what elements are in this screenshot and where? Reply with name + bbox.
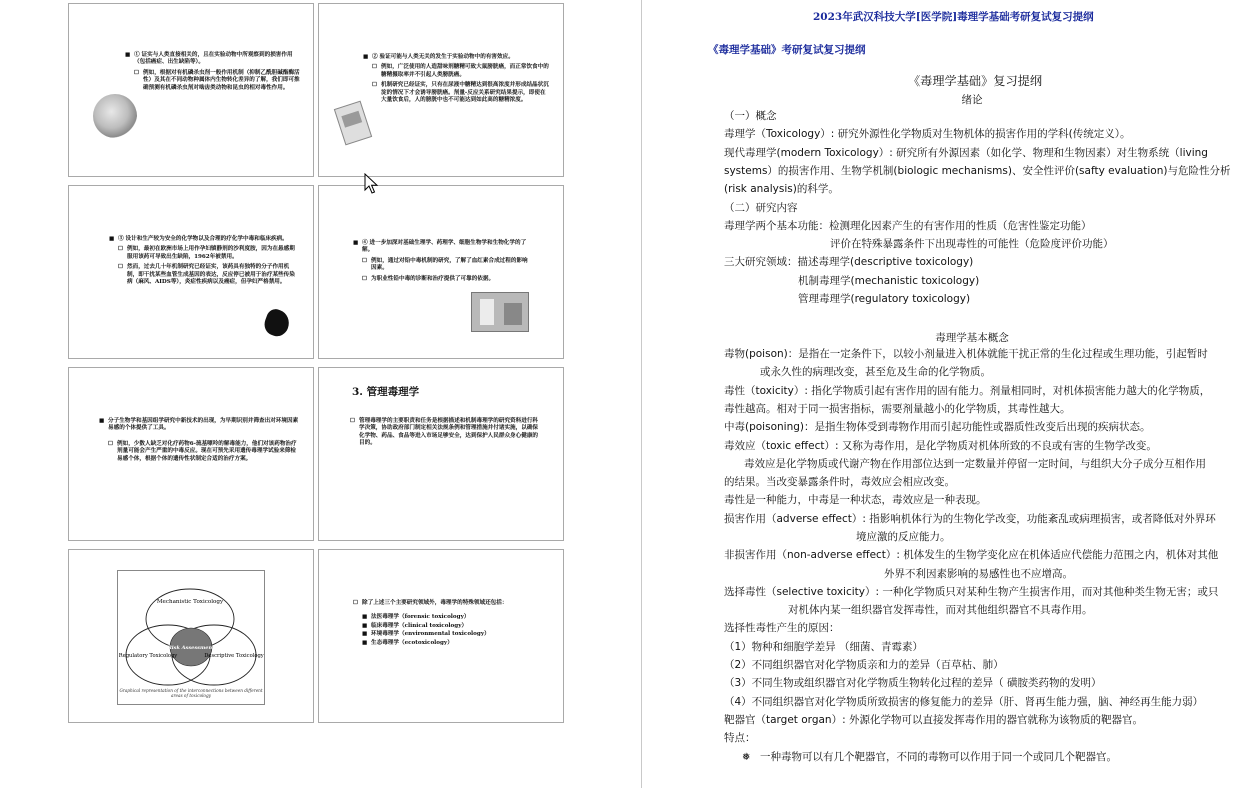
slide-text: 环境毒理学（environmental toxicology） xyxy=(371,631,490,638)
slide-item xyxy=(353,631,543,638)
bullet-icon: ■ xyxy=(362,631,368,638)
checkbox-bullet-icon: ☐ xyxy=(108,440,114,447)
paragraph-line: 对机体内某一组织器官发挥毒性，而对其他组织器官不具毒作用。 xyxy=(788,604,1093,616)
slide-item xyxy=(353,640,543,647)
slide-body xyxy=(350,418,540,451)
checkbox-bullet-icon: ☐ xyxy=(118,246,124,253)
paragraph-line: 非损害作用（non-adverse effect）: 机体发生的生物学变化应在机体适应代偿能力范围之内，机体对其他 xyxy=(724,549,1219,561)
slide-text: 然而，过去几十年机制研究已经证实，该药具有独特的分子作用机制，即干扰某些血管生成基因的表达，反应停已被用于治疗某些传染病（麻风、AIDS等），炎症性疾病以及癌症，但孕妇严格禁用。 xyxy=(127,264,295,286)
slide-item xyxy=(363,64,551,79)
slide-item xyxy=(353,240,533,255)
venn-label-left: Regulatory Toxicology xyxy=(118,653,178,659)
mouse-photo-image xyxy=(93,94,137,138)
bullet-icon: ■ xyxy=(125,52,131,58)
black-figure-image xyxy=(261,307,292,340)
paragraph-line: 的结果。当改变暴露条件时，毒效应会相应改变。 xyxy=(724,476,955,488)
slide-body xyxy=(363,54,551,107)
paragraph-line: 三大研究领域：描述毒理学(descriptive toxicology) xyxy=(724,256,974,268)
intro-heading: 绪论 xyxy=(961,94,983,106)
paragraph-line: 毒效应是化学物质或代谢产物在作用部位达到一定数量并停留一定时间，与组织大分子成分互相作用 xyxy=(744,458,1206,470)
bullet-icon: ■ xyxy=(99,418,105,424)
paragraph-line: 现代毒理学(modern Toxicology）: 研究所有外源因素（如化学、物理和生物因素）对生物系统（living xyxy=(724,147,1208,159)
slide-text: 生态毒理学（ecotoxicology） xyxy=(371,639,453,646)
paragraph-line: 毒性越高。相对于同一损害指标，需要剂量越小的化学物质，其毒性越大。 xyxy=(724,403,1071,415)
venn-diagram-frame xyxy=(117,570,265,705)
slide-text: 例如，最初在欧洲市场上用作孕妇镇静剂的沙利度胺，因为在悬感期服用该药可导致出生缺陷，1962年被禁用。 xyxy=(127,246,295,260)
bullet-icon: ■ xyxy=(363,54,369,60)
venn-label-top: Mechanistic Toxicology xyxy=(156,599,224,605)
slide-item xyxy=(363,54,551,61)
paragraph-line: 机制毒理学(mechanistic toxicology) xyxy=(798,275,980,287)
paragraph-line: 或永久性的病理改变，甚至危及生命的化学物质。 xyxy=(760,366,991,378)
bullet-icon: ■ xyxy=(109,236,115,242)
paragraph-line: 毒物(poison)：是指在一定条件下，以较小剂量进入机体就能干扰正常的生化过程或生理功能，引起暂时 xyxy=(724,348,1208,360)
slide-text: 为职业性铅中毒的诊断和治疗提供了可靠的依据。 xyxy=(371,275,495,282)
slide-4 xyxy=(318,185,564,359)
slide-item xyxy=(353,276,533,283)
slide-item xyxy=(109,264,299,286)
venn-label-center: Risk Assessment xyxy=(167,645,215,651)
slide-title: 3. 管理毒理学 xyxy=(352,386,420,398)
paragraph-line: 毒理学两个基本功能：检测理化因素产生的有害作用的性质（危害性鉴定功能） xyxy=(724,220,1092,232)
slide-6 xyxy=(318,367,564,541)
paragraph-line: 选择性毒性产生的原因： xyxy=(724,622,840,634)
slide-text: 管理毒理学的主要职责和任务是根据描述和机制毒理学的研究资料进行科学决策，协助政府部门制定相关法规条例和管理措施并付诸实施，以确保化学物、药品、食品等进入市场足够安全，达到保护人民群众身心健康的目的。 xyxy=(359,418,539,447)
paragraph-line: 毒性是一种能力，中毒是一种状态，毒效应是一种表现。 xyxy=(724,494,987,506)
slide-item xyxy=(363,82,551,104)
paragraph-line: systems）的损害作用、生物学机制(biologic mechanisms)、安全性评价(safty evaluation)与危险性分析 xyxy=(724,165,1231,177)
paragraph-line: 一种毒物可以有几个靶器官，不同的毒物可以作用于同一个或同几个靶器官。 xyxy=(760,751,1117,763)
slide-item xyxy=(125,70,303,92)
slide-8 xyxy=(318,549,564,723)
slide-item xyxy=(109,246,299,261)
slide-2 xyxy=(318,3,564,177)
paragraph-line: (risk analysis)的科学。 xyxy=(724,183,839,195)
section-heading: （一）概念 xyxy=(724,110,777,122)
checkbox-bullet-icon: ☐ xyxy=(350,418,356,424)
slide-5 xyxy=(68,367,314,541)
paragraph-line: 评价在特殊暴露条件下出现毒性的可能性（危险度评价功能） xyxy=(830,238,1114,250)
slide-text: 除了上述三个主要研究领域外，毒理学的特殊领域还包括： xyxy=(362,600,508,606)
bullet-icon: ■ xyxy=(353,240,359,246)
slide-item xyxy=(353,614,543,621)
bullet-icon: ■ xyxy=(362,614,368,621)
slide-text: 例如，广泛使用的人造甜味剂糖精可致大鼠膀胱癌，而正常饮食中的糖精摄取率并不引起人类膀胱癌。 xyxy=(381,64,549,78)
paragraph-line: 选择毒性（selective toxicity）: 一种化学物质只对某种生物产生损害作用，而对其他种类生物无害；或只 xyxy=(724,586,1219,598)
paragraph-line: 境应激的反应能力。 xyxy=(856,531,951,543)
venn-label-right: Descriptive Toxicology xyxy=(204,653,264,659)
slide-item xyxy=(99,418,299,433)
slide-text: 例如，根据对有机磷杀虫剂一般作用机制（抑制乙酰胆碱酯酶活性）及其在不同动物种属体内生物转化差异的了解，我们即可推确预测有机磷杀虫剂对啮齿类动物和昆虫的相对毒性作用。 xyxy=(143,69,300,91)
venn-diagram xyxy=(118,571,266,706)
bullet-icon: ■ xyxy=(362,622,368,629)
paragraph-line: 毒效应（toxic effect）: 又称为毒作用，是化学物质对机体所致的不良或有害的生物学改变。 xyxy=(724,440,1157,452)
slide-item xyxy=(350,418,540,448)
slide-text: ① 证实与人类直接相关的，且在实验动物中所观察到的损害作用（包括癌症、出生缺陷等）。 xyxy=(134,52,293,66)
slide-text: 例如，通过对铅中毒机制的研究，了解了血红素合成过程的影响因素。 xyxy=(371,257,528,272)
paragraph-line: 毒理学（Toxicology）: 研究外源性化学物质对生物机体的损害作用的学科(传统定义）。 xyxy=(724,128,1131,140)
checkbox-bullet-icon: ☐ xyxy=(362,275,368,282)
slide-text: 机制研究已经证实，只有在尿液中糖精达到很高浓度并形成结晶状沉淀的情况下才会诱导膀胱癌。剂量-反应关系研究结果提示，即使在大量饮食后，人的膀胱中也不可能达到如此高的糖精浓度。 xyxy=(381,82,549,104)
mouse-cursor-icon xyxy=(364,173,378,195)
checkbox-bullet-icon: ☐ xyxy=(118,264,124,271)
slide-body xyxy=(125,52,303,95)
slide-body xyxy=(353,600,543,648)
checkbox-bullet-icon: ☐ xyxy=(353,600,359,606)
slide-item xyxy=(353,600,543,607)
checkbox-bullet-icon: ☐ xyxy=(372,82,378,89)
basic-concepts-heading: 毒理学基本概念 xyxy=(935,332,1009,344)
document-subheading: 《毒理学基础》考研复试复习提纲 xyxy=(708,44,866,56)
slide-text: 例如，少数人缺乏对化疗药物6-巯基嘌呤的解毒能力，他们对该药物治疗剂量可能会产生严重的中毒反应。现在可预先采用遗传毒理学试验来筛检易感个体，根据个体的遗传性状制定合适的治疗方案。 xyxy=(117,440,297,462)
paragraph-line: 管理毒理学(regulatory toxicology) xyxy=(798,293,971,305)
document-header-title: 2023年武汉科技大学[医学院]毒理学基础考研复试复习提纲 xyxy=(813,11,1094,23)
section-heading: （二）研究内容 xyxy=(724,202,798,214)
checkbox-bullet-icon: ☐ xyxy=(372,64,378,71)
list-item: （4）不同组织器官对化学物质所致损害的修复能力的差异（肝、肾再生能力强，脑、神经再生能力弱） xyxy=(724,696,1204,708)
paragraph-line: 损害作用（adverse effect）: 指影响机体行为的生物化学改变，功能紊乱或病理损害，或者降低对外界环 xyxy=(724,513,1216,525)
slide-text: ④ 进一步加深对基础生理学、药理学、细胞生物学和生物化学的了解。 xyxy=(362,240,527,254)
checkbox-bullet-icon: ☐ xyxy=(362,257,368,264)
document-title: 《毒理学基础》复习提纲 xyxy=(907,74,1043,88)
slide-1 xyxy=(68,3,314,177)
list-item: （2）不同组织器官对化学物质亲和力的差异（百草枯、肺） xyxy=(724,659,1004,671)
paragraph-line: 外界不利因素影响的易感性也不应增高。 xyxy=(884,568,1073,580)
slide-7 xyxy=(68,549,314,723)
venn-caption: Graphical representation of the interconnections between different areas of toxicology xyxy=(119,688,263,699)
slide-text: ③ 设计和生产较为安全的化学物以及合理的疗化学中毒和临床疾病。 xyxy=(118,236,288,242)
paragraph-line: 特点： xyxy=(724,732,756,744)
slide-item xyxy=(125,52,303,67)
list-item: （1）物种和细胞学差异 （细菌、青霉素） xyxy=(724,641,924,653)
slide-item xyxy=(353,623,543,630)
paragraph-line: 中毒(poisoning)：是指生物体受到毒物作用而引起功能性或器质性改变后出现的疾病状态。 xyxy=(724,421,1151,433)
slide-3 xyxy=(68,185,314,359)
slide-item xyxy=(353,258,533,273)
slide-text: 临床毒理学（clinical toxicology） xyxy=(371,622,468,629)
slide-text: 法医毒理学（forensic toxicology） xyxy=(371,614,470,621)
slide-body xyxy=(99,418,299,466)
slide-item xyxy=(99,441,299,463)
slide-item xyxy=(109,236,299,243)
slide-body xyxy=(109,236,299,289)
slide-text: 分子生物学和基因组学研究中新技术的出现，为早期识别并筛查出对环境因素易感的个体提供了工具。 xyxy=(108,418,299,432)
snowflake-bullet-icon: ❅ xyxy=(742,752,751,763)
slide-text: ② 验证可能与人类无关的发生于实验动物中的有害效应。 xyxy=(372,54,514,60)
checkbox-bullet-icon: ☐ xyxy=(134,69,140,76)
paragraph-line: 毒性（toxicity）: 指化学物质引起有害作用的固有能力。剂量相同时，对机体损害能力越大的化学物质， xyxy=(724,385,1211,397)
slide-body xyxy=(353,240,533,286)
list-item: （3）不同生物或组织器官对化学物质生物转化过程的差异（ 磺胺类药物的发明） xyxy=(724,677,1102,689)
paragraph-line: 靶器官（target organ）: 外源化学物可以直接发挥毒作用的器官就称为该物质的靶器官。 xyxy=(724,714,1143,726)
bullet-icon: ■ xyxy=(362,639,368,646)
lab-photo-image xyxy=(471,292,529,332)
